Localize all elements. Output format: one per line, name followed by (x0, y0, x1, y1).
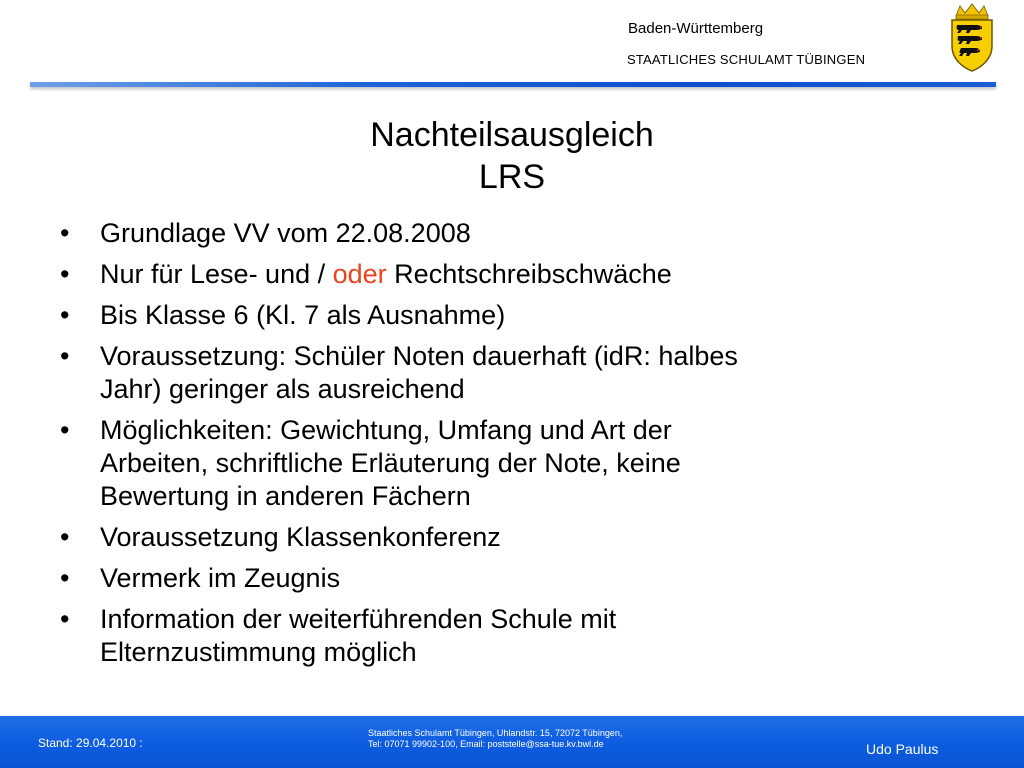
footer-address (368, 728, 622, 750)
title-line-2: LRS (478, 158, 546, 196)
bullet-text: • Vermerk im Zeugnis (100, 563, 341, 593)
bullet-text: • Grundlage VV vom 22.08.2008 (100, 218, 471, 248)
title-line-1: Nachteilsausgleich (370, 116, 654, 154)
footer-address-line-2: Tel: 07071 99902-100, Email: poststelle@ssa-tue.kv.bwl.de (368, 739, 604, 749)
highlighted-word: oder (332, 259, 387, 289)
bullet-text: • Bis Klasse 6 (Kl. 7 als Ausnahme) (100, 300, 506, 330)
bullet-text: • Voraussetzung Klassenkonferenz (100, 522, 501, 552)
bullet-text-continued: Arbeiten, schriftliche Erläuterung der Note, keine (100, 448, 681, 478)
header-divider (30, 82, 996, 87)
bullet-text-after: Rechtschreibschwäche (386, 259, 672, 289)
bullet-text-before: Nur für Lese- und / (100, 259, 333, 289)
bullet-list (58, 217, 958, 677)
bullet-item (58, 603, 958, 669)
bullet-text: • Voraussetzung: Schüler Noten dauerhaft (idR: halbes (100, 341, 738, 371)
bullet-text-continued: Bewertung in anderen Fächern (100, 481, 471, 511)
footer-author: Udo Paulus (866, 741, 939, 757)
bullet-text-continued: Elternzustimmung möglich (100, 637, 417, 667)
bullet-text (100, 258, 958, 291)
slide-title (0, 114, 1024, 198)
bullet-item (58, 562, 958, 595)
bullet-item (58, 217, 958, 250)
bullet-text: • Information der weiterführenden Schule mit (100, 604, 617, 634)
bullet-item (58, 258, 958, 291)
bullet-item (58, 299, 958, 332)
state-name: Baden-Württemberg (628, 20, 764, 37)
bullet-item (58, 414, 958, 513)
bullet-item (58, 521, 958, 554)
footer-date: Stand: 29.04.2010 : (38, 736, 143, 750)
office-name: STAATLICHES SCHULAMT TÜBINGEN (627, 52, 866, 67)
footer-address-line-1: Staatliches Schulamt Tübingen, Uhlandstr. 15, 72072 Tübingen, (368, 728, 623, 738)
bullet-text: • Möglichkeiten: Gewichtung, Umfang und Art der (100, 415, 672, 445)
coat-of-arms-icon (946, 2, 998, 72)
bullet-item (58, 340, 958, 406)
bullet-text-continued: Jahr) geringer als ausreichend (100, 374, 465, 404)
